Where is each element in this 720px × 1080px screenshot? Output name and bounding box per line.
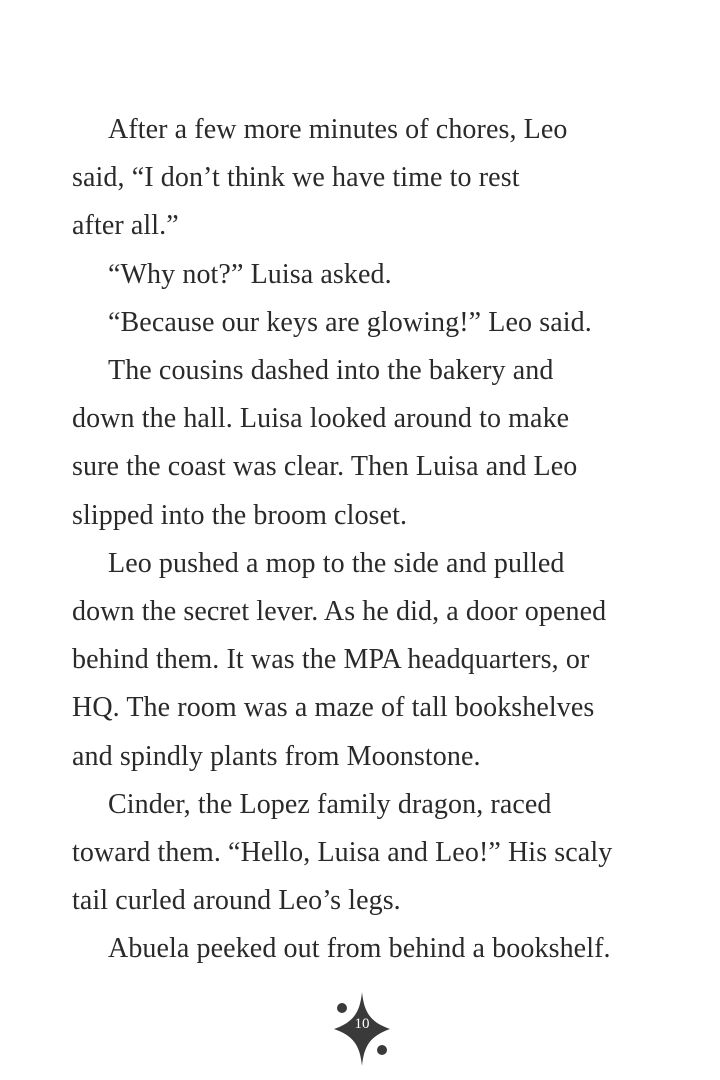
- paragraph-line: down the secret lever. As he did, a door opened: [72, 596, 607, 628]
- paragraph-line: behind them. It was the MPA headquarters, or: [72, 644, 590, 676]
- page-number-ornament: [332, 990, 392, 1068]
- paragraph-line: sure the coast was clear. Then Luisa and Leo: [72, 451, 578, 483]
- paragraph-line: The cousins dashed into the bakery and: [108, 355, 554, 387]
- paragraph-line: slipped into the broom closet.: [72, 499, 408, 531]
- paragraph-line: Leo pushed a mop to the side and pulled: [108, 547, 565, 579]
- paragraph-line: “Why not?” Luisa asked.: [108, 258, 392, 290]
- paragraph-line: Cinder, the Lopez family dragon, raced: [108, 788, 552, 820]
- paragraph-line: HQ. The room was a maze of tall bookshelves: [72, 692, 595, 724]
- body-text: [72, 106, 652, 974]
- paragraph-line: Abuela peeked out from behind a bookshelf.: [108, 933, 611, 965]
- paragraph-line: said, “I don’t think we have time to rest: [72, 162, 520, 194]
- paragraph-line: toward them. “Hello, Luisa and Leo!” His scaly: [72, 837, 613, 869]
- paragraph-line: and spindly plants from Moonstone.: [72, 740, 481, 772]
- paragraph-line: down the hall. Luisa looked around to make: [72, 403, 570, 435]
- paragraph-line: “Because our keys are glowing!” Leo said.: [108, 306, 592, 338]
- paragraph-line: After a few more minutes of chores, Leo: [108, 114, 568, 145]
- paragraph-line: tail curled around Leo’s legs.: [72, 885, 401, 917]
- paragraph-line: after all.”: [72, 210, 179, 242]
- page-number: 10: [354, 1016, 370, 1032]
